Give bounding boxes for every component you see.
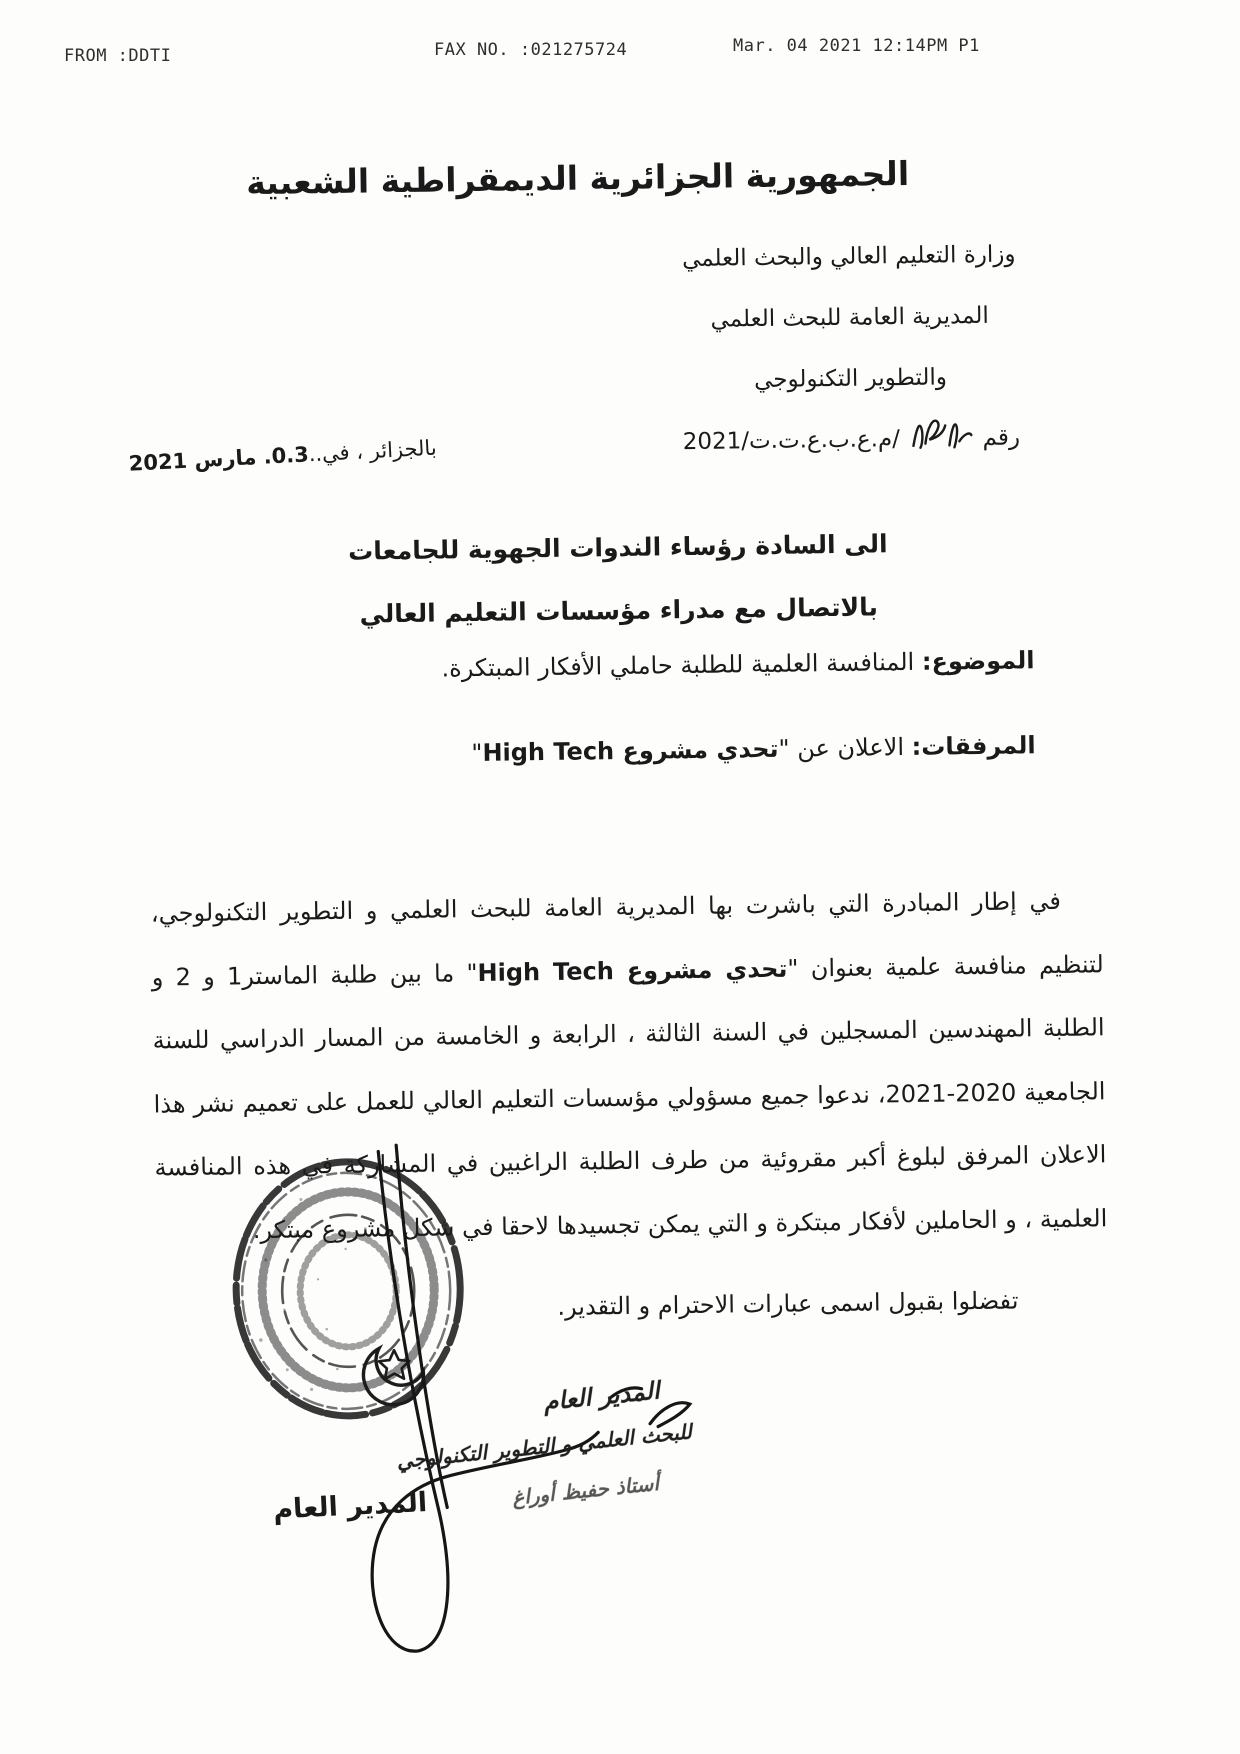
official-round-stamp [224, 1137, 478, 1440]
body-challenge-latin: High Tech [477, 956, 615, 987]
fax-datetime: Mar. 04 2021 12:14PM P1 [733, 36, 980, 56]
printed-signer-title: المدير العام [272, 1487, 428, 1526]
addressee-line2: بالاتصال مع مدراء مؤسسات التعليم العالي [359, 592, 879, 629]
addressee-line1: الى السادة رؤساء الندوات الجهوية للجامعات [347, 529, 888, 566]
subject-text: المنافسة العلمية للطلبة حاملي الأفكار المبتكرة. [441, 647, 923, 683]
fax-number: FAX NO. :021275724 [434, 40, 628, 60]
republic-title: الجمهورية الجزائرية الديمقراطية الشعبية [245, 153, 910, 203]
handwritten-ref-number-scribble [909, 415, 974, 454]
stamped-date: 0.3. مارس 2021 [128, 442, 310, 476]
attachments-label: المرفقات: [911, 731, 1036, 761]
attachments-closing-quote: " [471, 738, 483, 768]
directorate-line2: والتطوير التكنولوجي [753, 364, 948, 394]
place-date-line [128, 433, 489, 476]
addressee-block [347, 512, 889, 646]
place-label: بالجزائر ، في.. [308, 435, 438, 467]
handwritten-organization: للبحث العلمي و التطوير التكنولوجي [395, 1419, 693, 1474]
handwritten-signature-block [363, 1373, 707, 1566]
challenge-title-latin: High Tech [482, 737, 615, 767]
attachments-line [471, 731, 1036, 767]
ministry-letterhead [608, 223, 1091, 474]
directorate-line1: المديرية العامة للبحث العلمي [710, 302, 989, 333]
closing-line: تفضلوا بقبول اسمى عبارات الاحترام و التقدير. [557, 1286, 1019, 1321]
subject-line [441, 646, 1034, 682]
reference-code: /م.ع.ب.ع.ت.ت/2021 [682, 426, 901, 456]
subject-label: الموضوع: [921, 646, 1035, 676]
handwritten-title: المدير العام [542, 1376, 661, 1417]
body-challenge-arabic: تحدي مشروع [613, 954, 788, 985]
reference-number-line [611, 406, 1092, 474]
attachments-text: الاعلان عن " [778, 732, 912, 763]
fax-sender: FROM :DDTI [64, 46, 172, 66]
body-text-part2: " ما بين طلبة الماستر1 و 2 و الطلبة المهندسين المسجلين في السنة الثالثة ، الرابعة و الخامسة من المسار الدراسي للسنة الجامعية 2020-2021، ندعوا جميع مسؤولي مؤسسات التعليم العالي للعمل على تعميم نشر هذا الاعلان المرفق لبلوغ أكبر مقروئية من طرف الطلبة الراغبين في المشاركة في هذه المنافسة العلمية ، و الحاملين لأفكار مبتكرة و التي يمكن تجسيدها لاحقا في شكل مشروع مبتكر. [151, 958, 1108, 1244]
ministry-name: وزارة التعليم العالي والبحث العلمي [681, 241, 1016, 273]
reference-label: رقم [982, 424, 1021, 451]
body-text-part1: في إطار المبادرة التي باشرت بها المديرية العامة للبحث العلمي و التطوير التكنولوجي، لتنظيم منافسة علمية بعنوان " [150, 886, 1104, 983]
challenge-title-arabic: تحدي مشروع [613, 734, 779, 766]
handwritten-name: أستاذ حفيظ أوراغ [511, 1470, 660, 1510]
